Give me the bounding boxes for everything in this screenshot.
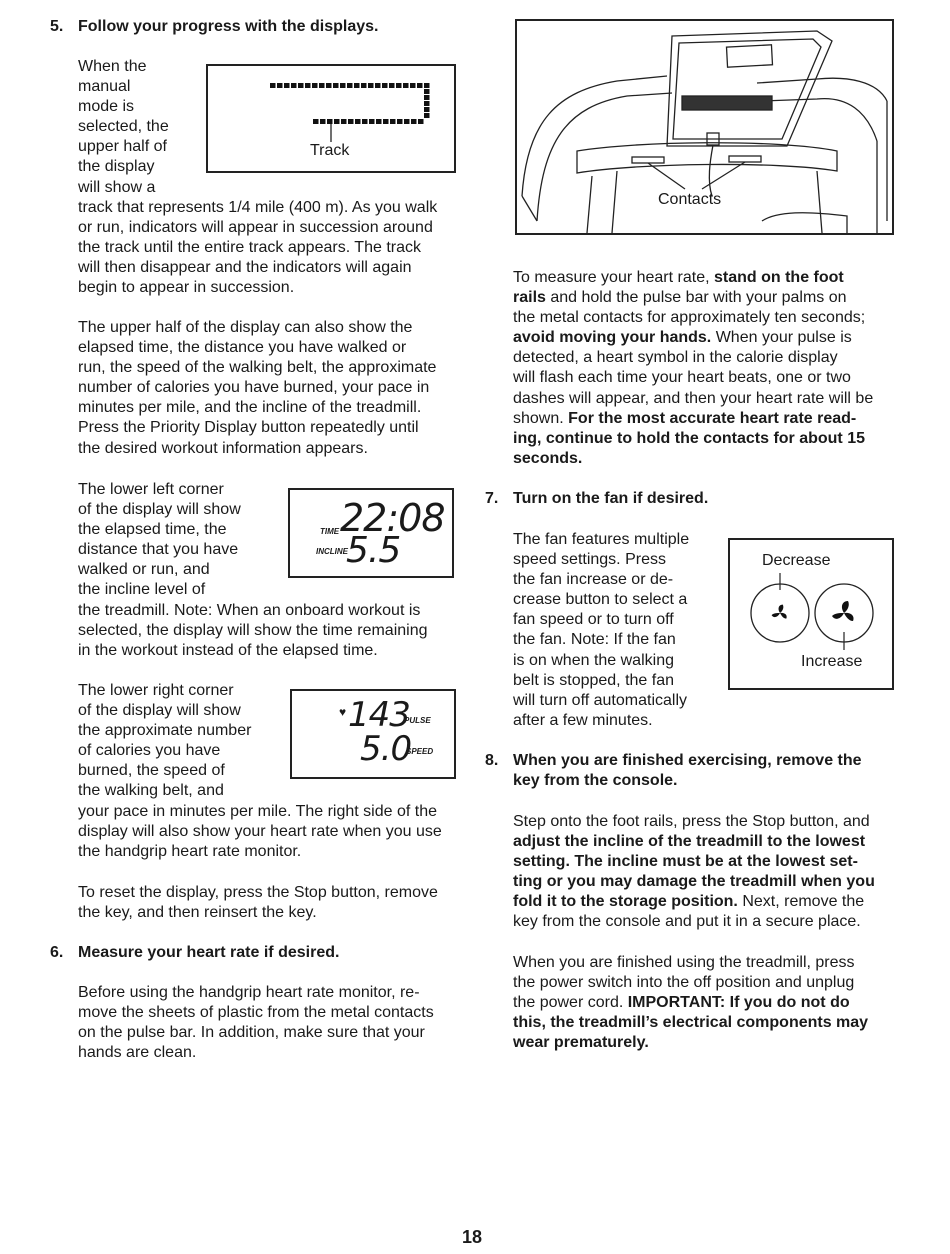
text-line: key from the console and put it in a secure place. (513, 913, 861, 931)
page-number: 18 (462, 1227, 483, 1247)
section-title: Measure your heart rate if desired. (78, 944, 340, 961)
paragraph-finish (513, 812, 875, 933)
track-display-figure (206, 64, 456, 173)
text-line (513, 852, 875, 872)
bold-text: wear prematurely. (513, 1034, 649, 1052)
track-indicator (424, 107, 430, 112)
text-line: the track until the entire track appears. The track (78, 238, 421, 256)
text: and hold the pulse bar with your palms on (545, 289, 847, 307)
text-line: belt is stopped, the fan (513, 671, 674, 689)
bold-text: ing, continue to hold the contacts for about 15 (513, 429, 865, 447)
section-title: Follow your progress with the displays. (78, 18, 379, 35)
text-line: speed settings. Press (513, 551, 666, 569)
track-indicator (277, 83, 283, 88)
track-indicator (375, 83, 381, 88)
text-line: the walking belt, and (78, 782, 224, 800)
text-line: display will also show your heart rate when you use (78, 822, 442, 840)
bold-text: this, the treadmill’s electrical components may (513, 1014, 869, 1032)
track-indicator (411, 119, 417, 124)
track-indicator (424, 95, 430, 100)
text-line: will turn off automatically (513, 691, 687, 709)
text-line: Press the Priority Display button repeatedly until (78, 419, 419, 437)
text-line: manual (78, 78, 131, 96)
text-line: the display (78, 158, 155, 176)
text-line: the elapsed time, the (78, 521, 227, 539)
text-line: hands are clean. (78, 1044, 197, 1062)
text-line (513, 832, 875, 852)
text-line: upper half of (78, 138, 167, 156)
track-indicator (382, 83, 388, 88)
fan-buttons-figure (728, 538, 894, 690)
text-line: Step onto the foot rails, press the Stop button, and (513, 813, 870, 830)
text-line: of the display will show (78, 501, 241, 519)
track-label: Track (310, 142, 350, 159)
track-indicator (313, 119, 319, 124)
text-line: of calories you have (78, 742, 221, 760)
paragraph-heart-rate (513, 268, 873, 469)
title-line: When you are finished exercising, remove the (513, 752, 862, 769)
bold-text: seconds. (513, 449, 583, 467)
section-title (513, 751, 862, 791)
text-line: the desired workout information appears. (78, 439, 368, 457)
text-line: fan speed or to turn off (513, 611, 674, 629)
text: To measure your heart rate, (513, 269, 714, 286)
section-number: 6. (50, 944, 64, 961)
text-line: walked or run, and (78, 561, 210, 579)
text-line (513, 429, 873, 449)
bold-text: stand on the foot (713, 269, 844, 286)
text-line (513, 872, 875, 892)
track-indicator (397, 119, 403, 124)
pulse-label: PULSE (404, 716, 431, 725)
track-indicator (319, 83, 325, 88)
paragraph-fan (513, 530, 689, 731)
text-line: or run, indicators will appear in succession around (78, 218, 433, 236)
track-indicator (341, 119, 347, 124)
text-line: the approximate number (78, 722, 252, 740)
bold-text: ting or you may damage the treadmill when you (513, 873, 875, 891)
increase-label: Increase (801, 653, 863, 670)
track-indicator (424, 113, 430, 118)
text-line: on the pulse bar. In addition, make sure that your (78, 1024, 425, 1042)
text-line: selected, the display will show the time remaining (78, 621, 428, 639)
text-line (513, 409, 873, 429)
text-line: the incline level of (78, 581, 206, 599)
text-line: of the display will show (78, 702, 241, 720)
text-line: selected, the (78, 118, 169, 136)
track-indicator (334, 119, 340, 124)
track-indicator (383, 119, 389, 124)
text-line: The upper half of the display can also show the (78, 319, 413, 336)
track-indicator (369, 119, 375, 124)
text-line: after a few minutes. (513, 711, 653, 729)
track-indicator (333, 83, 339, 88)
bold-text: fold it to the storage position. (513, 893, 738, 911)
track-indicator (368, 83, 374, 88)
text-line: elapsed time, the distance you have walked or (78, 339, 407, 357)
track-indicator (417, 83, 423, 88)
track-indicator (347, 83, 353, 88)
track-indicator (305, 83, 311, 88)
time-value: 22:08 (340, 496, 445, 540)
text-line: the metal contacts for approximately ten seconds; (513, 309, 866, 327)
track-indicator (270, 83, 276, 88)
text-line: the fan. Note: If the fan (513, 631, 676, 649)
title-line: key from the console. (513, 772, 678, 790)
text-line: will then disappear and the indicators will again (78, 258, 412, 276)
bold-text: IMPORTANT: If you do not do (627, 994, 850, 1012)
track-indicator (326, 83, 332, 88)
text-line: dashes will appear, and then your heart rate will be (513, 389, 874, 407)
speed-label: SPEED (406, 747, 434, 756)
track-indicator (418, 119, 424, 124)
paragraph-power (513, 953, 868, 1053)
text-line: is on when the walking (513, 651, 674, 669)
heart-icon: ♥ (339, 705, 347, 719)
text-line: minutes per mile, and the incline of the treadmill. (78, 399, 422, 417)
text: Next, remove the (737, 893, 865, 911)
contacts-label: Contacts (658, 191, 722, 208)
text-line: the handgrip heart rate monitor. (78, 842, 302, 860)
text-line: Before using the handgrip heart rate monitor, re- (78, 984, 420, 1001)
incline-value: 5.5 (346, 530, 401, 571)
text-line: will show a (78, 178, 156, 196)
paragraph-handgrip-prep (78, 983, 434, 1063)
text-line: The fan features multiple (513, 531, 690, 548)
bold-text: adjust the incline of the treadmill to the lowest (513, 833, 866, 851)
track-indicator (340, 83, 346, 88)
fan-decrease-button[interactable] (751, 584, 809, 642)
text-line: When the (78, 58, 147, 75)
track-indicator (410, 83, 416, 88)
track-indicator (376, 119, 382, 124)
paragraph-reset (78, 883, 438, 923)
text: the power cord. (513, 994, 628, 1012)
text-line (513, 1013, 868, 1033)
text-line: begin to appear in succession. (78, 279, 295, 297)
pulse-speed-display-figure (290, 689, 456, 779)
track-indicator (404, 119, 410, 124)
text-line: The lower right corner (78, 682, 234, 699)
text-line: To reset the display, press the Stop button, remove (78, 884, 438, 901)
text-line: the power switch into the off position and unplug (513, 974, 855, 992)
track-indicator (284, 83, 290, 88)
section-title: Turn on the fan if desired. (513, 490, 709, 507)
track-indicator (424, 89, 430, 94)
bold-text: rails (513, 289, 546, 307)
track-indicator (389, 83, 395, 88)
incline-label: INCLINE (316, 547, 348, 556)
text-line: crease button to select a (513, 591, 688, 609)
time-label: TIME (320, 527, 340, 536)
text-line: track that represents 1/4 mile (400 m). As you walk (78, 198, 438, 216)
track-indicator (361, 83, 367, 88)
text-line: your pace in minutes per mile. The right side of the (78, 802, 437, 820)
text-line: run, the speed of the walking belt, the approximate (78, 359, 437, 377)
track-indicator (355, 119, 361, 124)
track-indicator (424, 101, 430, 106)
track-indicator (320, 119, 326, 124)
text-line: number of calories you have burned, your pace in (78, 379, 430, 397)
track-indicator (390, 119, 396, 124)
track-indicator (424, 83, 430, 88)
track-indicator (327, 119, 333, 124)
fan-small-icon (772, 605, 787, 619)
fan-large-icon (832, 601, 854, 621)
text-line (513, 892, 875, 912)
console-contacts-figure (515, 19, 894, 235)
track-indicator (312, 83, 318, 88)
text-line: The lower left corner (78, 481, 224, 498)
text-line: the treadmill. Note: When an onboard workout is (78, 601, 421, 619)
text: shown. (513, 409, 569, 427)
text-line: the key, and then reinsert the key. (78, 904, 317, 922)
text-line: will flash each time your heart beats, one or two (513, 369, 851, 387)
track-indicator (291, 83, 297, 88)
text-line: detected, a heart symbol in the calorie display (513, 349, 838, 367)
track-indicator (354, 83, 360, 88)
pulse-value: 143 (348, 695, 410, 735)
bold-text: For the most accurate heart rate read- (568, 409, 857, 427)
text-line: distance that you have (78, 541, 239, 559)
decrease-label: Decrease (762, 552, 831, 569)
text-line: mode is (78, 98, 135, 116)
bold-text: setting. The incline must be at the lowest set- (513, 853, 858, 871)
track-indicator (348, 119, 354, 124)
track-indicator (403, 83, 409, 88)
text-line (513, 1033, 868, 1053)
track-indicator (298, 83, 304, 88)
text: When your pulse is (711, 329, 852, 347)
track-indicator (396, 83, 402, 88)
text-line: burned, the speed of (78, 762, 225, 780)
track-indicator (362, 119, 368, 124)
time-incline-display-figure (288, 488, 454, 578)
text-line: the fan increase or de- (513, 571, 674, 589)
bold-text: avoid moving your hands. (513, 329, 712, 347)
text-line: When you are finished using the treadmill, press (513, 954, 855, 971)
text-line (513, 993, 868, 1013)
text-line (513, 268, 873, 288)
speed-value: 5.0 (360, 729, 412, 769)
section-number: 7. (485, 490, 499, 507)
text-line (513, 288, 873, 308)
text-line (513, 449, 873, 469)
section-number: 8. (485, 752, 499, 769)
text-line: move the sheets of plastic from the metal contacts (78, 1004, 434, 1022)
section-number: 5. (50, 18, 64, 35)
text-line: in the workout instead of the elapsed time. (78, 641, 378, 659)
text-line (513, 328, 873, 348)
paragraph-upper-display (78, 318, 436, 459)
